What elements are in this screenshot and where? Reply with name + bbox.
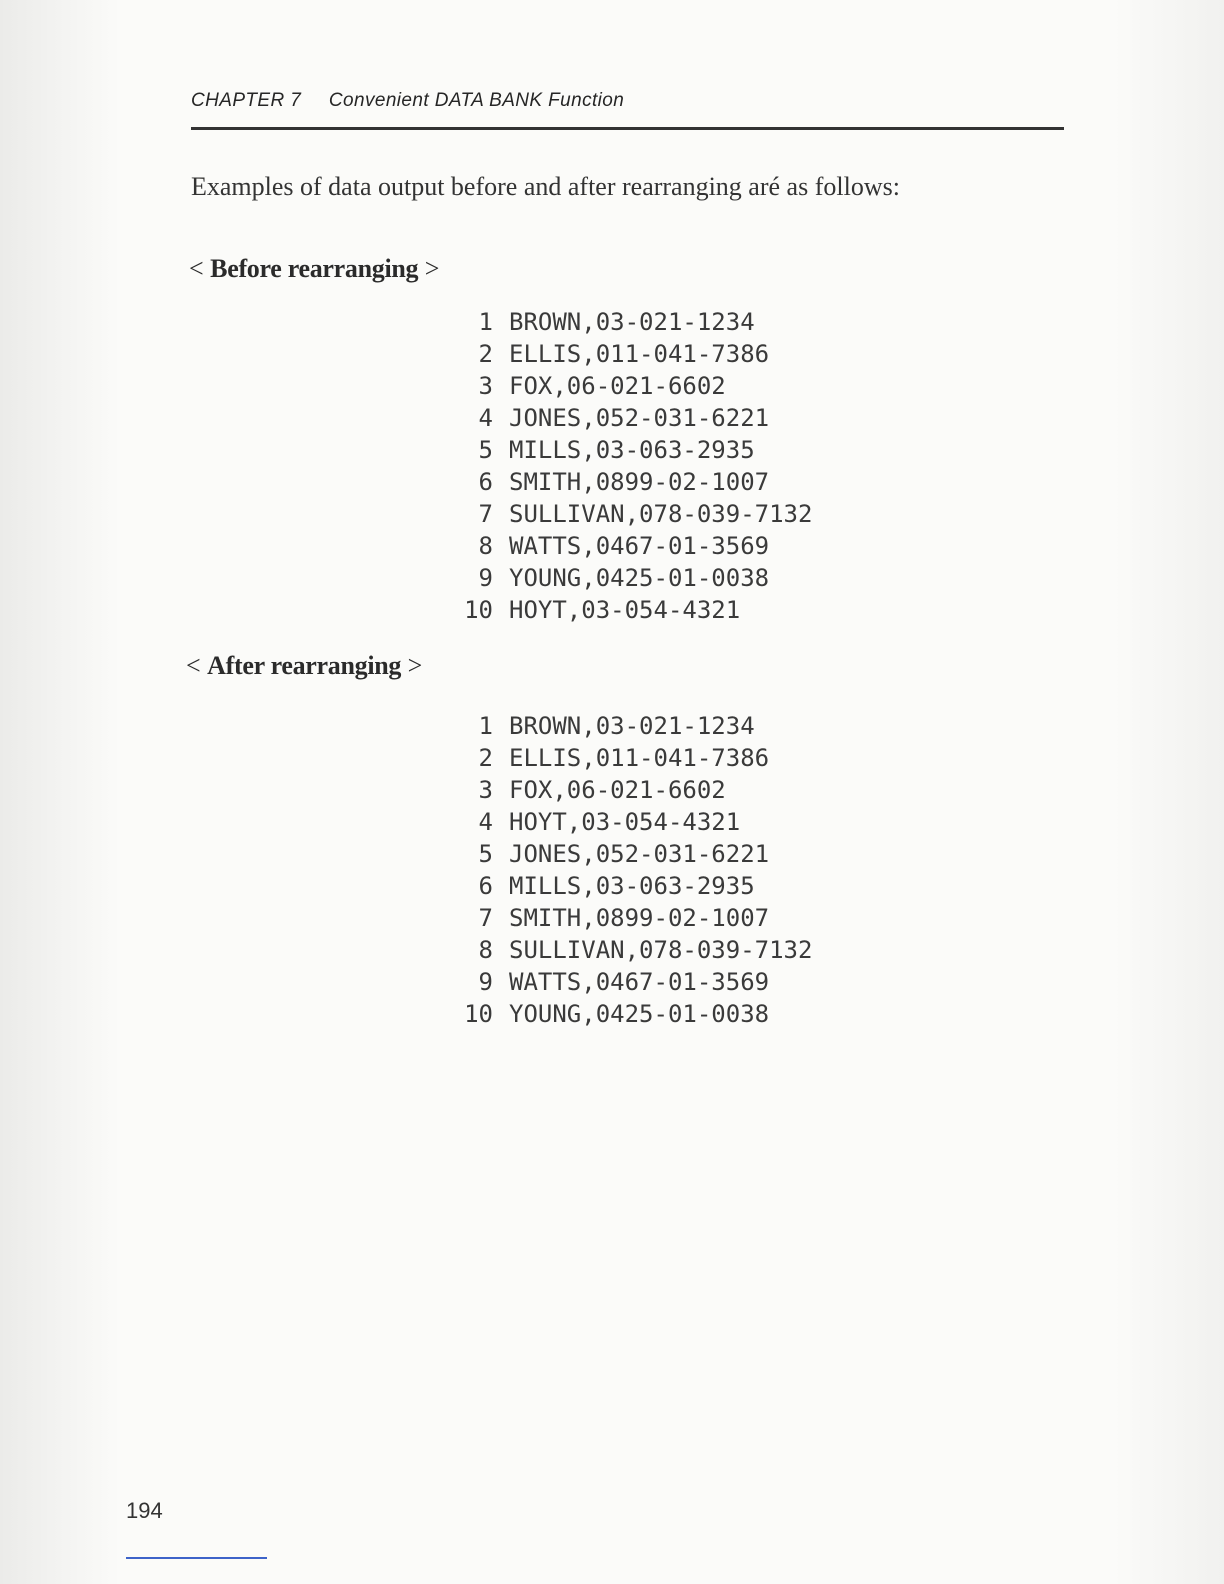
record-entry: SMITH,0899-02-1007 xyxy=(509,468,770,496)
line-number: 6 xyxy=(478,872,493,900)
line-number: 4 xyxy=(478,808,493,836)
list-item xyxy=(453,838,873,870)
before-heading-text: Before rearranging xyxy=(210,254,419,283)
line-number: 8 xyxy=(478,936,493,964)
list-item xyxy=(453,498,873,530)
after-heading-text: After rearranging xyxy=(207,651,402,680)
line-number: 10 xyxy=(464,596,493,624)
list-item xyxy=(453,402,873,434)
line-number: 7 xyxy=(478,500,493,528)
record-entry: ELLIS,011-041-7386 xyxy=(509,744,770,772)
list-item xyxy=(453,998,873,1030)
record-entry: MILLS,03-063-2935 xyxy=(509,872,755,900)
line-number: 2 xyxy=(478,744,493,772)
list-item xyxy=(453,338,873,370)
line-number: 4 xyxy=(478,404,493,432)
list-item xyxy=(453,594,873,626)
record-entry: BROWN,03-021-1234 xyxy=(509,308,755,336)
header-rule xyxy=(191,127,1064,130)
record-entry: WATTS,0467-01-3569 xyxy=(509,532,770,560)
line-number: 1 xyxy=(478,308,493,336)
list-item xyxy=(453,934,873,966)
after-printout xyxy=(453,710,873,1030)
line-number: 9 xyxy=(478,968,493,996)
list-item xyxy=(453,774,873,806)
line-number: 8 xyxy=(478,532,493,560)
record-entry: SMITH,0899-02-1007 xyxy=(509,904,770,932)
line-number: 5 xyxy=(478,436,493,464)
record-entry: ELLIS,011-041-7386 xyxy=(509,340,770,368)
list-item xyxy=(453,902,873,934)
record-entry: YOUNG,0425-01-0038 xyxy=(509,1000,770,1028)
footer-rule xyxy=(126,1557,267,1559)
record-entry: MILLS,03-063-2935 xyxy=(509,436,755,464)
record-entry: YOUNG,0425-01-0038 xyxy=(509,564,770,592)
list-item xyxy=(453,966,873,998)
list-item xyxy=(453,466,873,498)
before-printout xyxy=(453,306,873,626)
chapter-title: Convenient DATA BANK Function xyxy=(328,90,625,111)
line-number: 10 xyxy=(464,1000,493,1028)
record-entry: SULLIVAN,078-039-7132 xyxy=(509,500,813,528)
page-shadow-right xyxy=(1114,0,1224,1584)
list-item xyxy=(453,562,873,594)
before-open-bracket: < xyxy=(189,254,204,283)
list-item xyxy=(453,806,873,838)
record-entry: WATTS,0467-01-3569 xyxy=(509,968,770,996)
list-item xyxy=(453,370,873,402)
list-item xyxy=(453,710,873,742)
record-entry: BROWN,03-021-1234 xyxy=(509,712,755,740)
record-entry: HOYT,03-054-4321 xyxy=(509,596,741,624)
record-entry: JONES,052-031-6221 xyxy=(509,840,770,868)
line-number: 3 xyxy=(478,372,493,400)
line-number: 9 xyxy=(478,564,493,592)
after-close-bracket: > xyxy=(407,651,423,680)
running-header xyxy=(191,90,624,112)
record-entry: HOYT,03-054-4321 xyxy=(509,808,741,836)
page-shadow-left xyxy=(0,0,120,1584)
after-open-bracket: < xyxy=(186,651,201,680)
record-entry: JONES,052-031-6221 xyxy=(509,404,770,432)
line-number: 6 xyxy=(478,468,493,496)
line-number: 1 xyxy=(478,712,493,740)
before-heading xyxy=(189,254,439,284)
list-item xyxy=(453,870,873,902)
intro-paragraph: Examples of data output before and after rearranging aré as follows: xyxy=(191,172,900,201)
list-item xyxy=(453,306,873,338)
list-item xyxy=(453,530,873,562)
record-entry: SULLIVAN,078-039-7132 xyxy=(509,936,813,964)
record-entry: FOX,06-021-6602 xyxy=(509,776,726,804)
page-number: 194 xyxy=(126,1498,163,1523)
list-item xyxy=(453,434,873,466)
line-number: 7 xyxy=(478,904,493,932)
line-number: 2 xyxy=(478,340,493,368)
before-close-bracket: > xyxy=(424,254,440,283)
line-number: 3 xyxy=(478,776,493,804)
line-number: 5 xyxy=(478,840,493,868)
record-entry: FOX,06-021-6602 xyxy=(509,372,726,400)
list-item xyxy=(453,742,873,774)
chapter-number: CHAPTER 7 xyxy=(191,90,302,111)
after-heading xyxy=(186,651,422,681)
